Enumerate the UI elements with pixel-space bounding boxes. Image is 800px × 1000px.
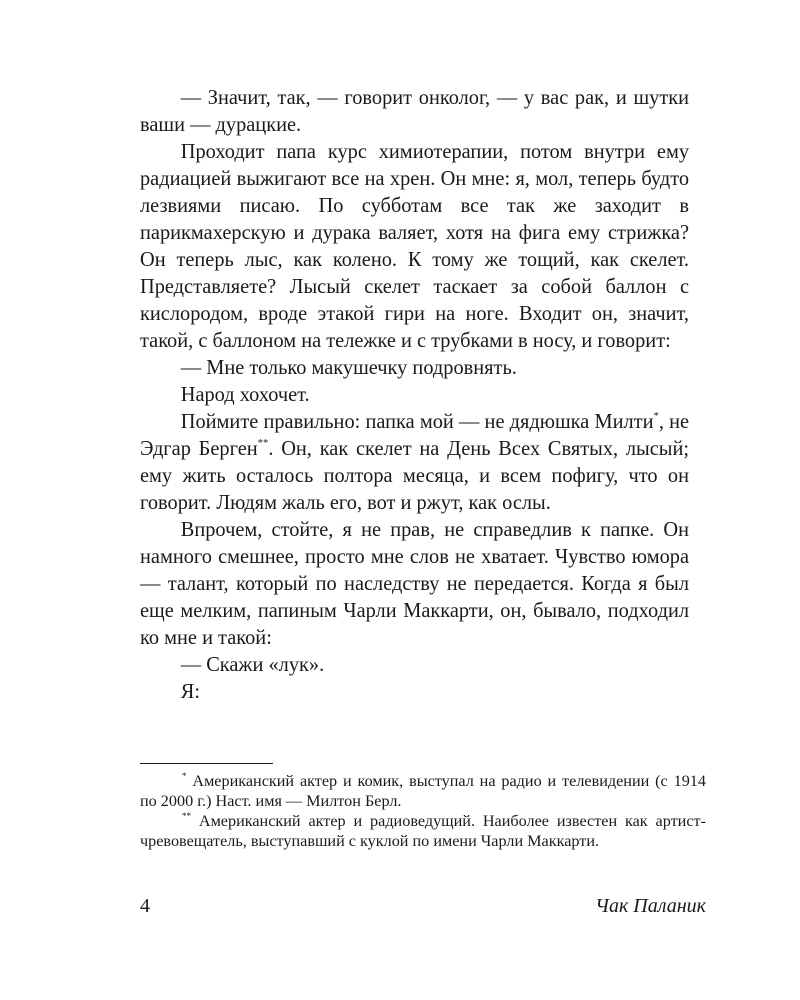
paragraph: — Значит, так, — говорит онколог, — у вас рак, и шутки ваши — дурацкие. [140, 85, 690, 136]
main-text [140, 84, 689, 705]
text-run: Поймите правильно: папка мой — не дядюшка Милти [180, 409, 654, 433]
paragraph: — Скажи «лук». [180, 652, 325, 676]
paragraph: Я: [180, 679, 200, 703]
footnote-divider [140, 763, 273, 764]
page-number: 4 [140, 895, 150, 917]
footnote-mark: ** [257, 437, 269, 449]
paragraph: Впрочем, стойте, я не прав, не справедлив к папке. Он намного смешнее, просто мне слов не хватает. Чувство юмора — талант, который по наследству не передается. Когда я был еще мелким, папиным Чарли Маккарти, он, бывало, подходил ко мне и такой: [140, 517, 690, 649]
footnote-mark: * [653, 410, 659, 422]
running-footer-author: Чак Паланик [595, 895, 706, 917]
paragraph: Народ хохочет. [180, 382, 310, 406]
footnote [140, 811, 706, 851]
paragraph: Проходит папа курс химиотерапии, потом внутри ему радиацией выжигают все на хрен. Он мне: я, мол, теперь будто лезвиями писаю. По субботам все так же заходит в парикмахерскую и дурака валяет, хотя на фига ему стрижка? Он теперь лыс, как колено. К тому же тощий, как скелет. Представляете? Лысый скелет таскает за собой баллон с кислородом, вроде этакой гири на ноге. Входит он, значит, такой, с баллоном на тележке и с трубками в носу, и говорит: [140, 139, 690, 352]
footnote-mark: * [182, 771, 187, 781]
footnote-text: Американский актер и радиоведущий. Наиболее известен как артист-чревовещатель, выступавший с куклой по имени Чарли Маккарти. [140, 812, 706, 850]
paragraph [140, 408, 689, 516]
footnote-mark: ** [182, 811, 191, 821]
text-run: . Он, как скелет на День Всех Святых, лысый; ему жить осталось полтора месяца, и всем пофигу, что он говорит. Людям жаль его, вот и ржут, как ослы. [140, 436, 690, 514]
text-run: , не Эдгар Берген [140, 409, 690, 460]
footnotes [140, 771, 706, 851]
paragraph: — Мне только макушечку подровнять. [180, 355, 517, 379]
footnote-text: Американский актер и комик, выступал на радио и телевидении (с 1914 по 2000 г.) Наст. имя — Милтон Берл. [140, 772, 706, 810]
footnote [140, 771, 706, 811]
